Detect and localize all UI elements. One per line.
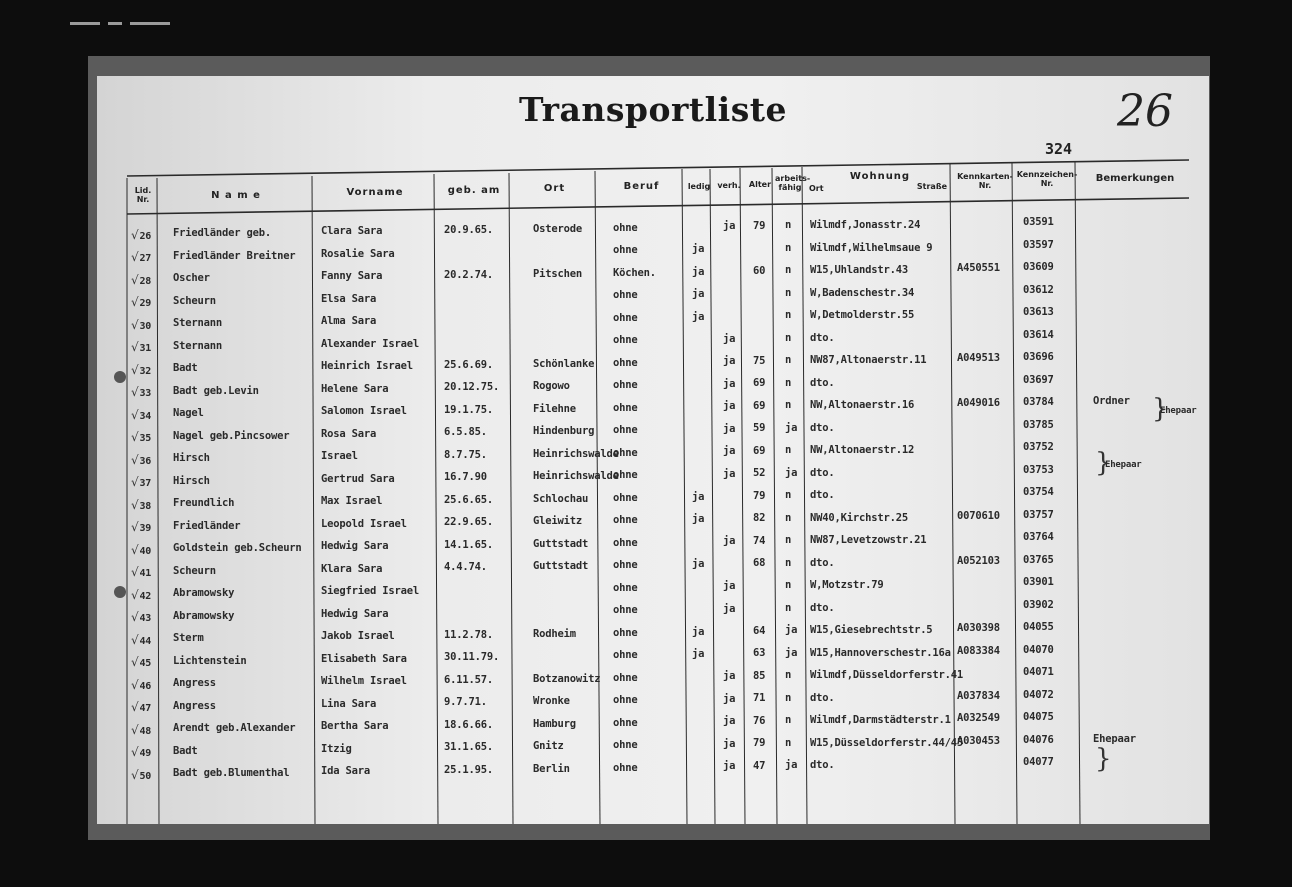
header-arbeit: arbeits-fähig	[775, 174, 811, 192]
header-wohnung: Wohnung	[849, 171, 911, 182]
row-31-arbeit: n	[785, 331, 792, 344]
document-title: Transportliste	[518, 90, 788, 129]
row-50-name: Badt geb.Blumenthal	[173, 767, 290, 780]
row-44-geb: 11.2.78.	[444, 628, 493, 641]
row-41-name: Scheurn	[173, 564, 216, 577]
row-33-kennzeichen: 03697	[1023, 373, 1054, 386]
row-48-beruf: ohne	[613, 716, 638, 729]
row-47-ort: Wronke	[533, 695, 570, 707]
row-36-geb: 8.7.75.	[444, 448, 487, 461]
row-44-wohnung: W15,Giesebrechtstr.5	[810, 624, 933, 637]
row-43-kennzeichen: 03902	[1023, 598, 1054, 611]
row-38-lnr: √ 38	[131, 498, 151, 512]
row-49-arbeit: n	[785, 736, 792, 749]
row-44-kennzeichen: 04055	[1023, 621, 1054, 634]
row-48-kennzeichen: 04075	[1023, 711, 1054, 724]
row-44-ledig: ja	[692, 625, 705, 638]
punch-hole	[114, 586, 126, 598]
row-40-geb: 14.1.65.	[444, 538, 493, 551]
row-45-kennkarte: A083384	[957, 644, 1000, 657]
row-26-kennzeichen: 03591	[1023, 216, 1054, 229]
row-40-verh: ja	[723, 535, 736, 548]
row-33-lnr: √ 33	[131, 385, 151, 399]
row-40-wohnung: NW87,Levetzowstr.21	[810, 534, 927, 547]
row-47-geb: 9.7.71.	[444, 696, 487, 709]
row-42-verh: ja	[723, 580, 736, 593]
row-35-wohnung: dto.	[810, 421, 835, 434]
row-39-lnr: √ 39	[131, 520, 151, 534]
remark-brace: }	[1152, 394, 1169, 424]
row-47-kennzeichen: 04072	[1023, 688, 1054, 701]
row-46-wohnung: Wilmdf,Düsseldorferstr.41	[810, 669, 964, 682]
row-31-wohnung: dto.	[810, 331, 835, 344]
row-31-verh: ja	[723, 332, 736, 345]
row-43-beruf: ohne	[613, 604, 638, 616]
row-49-lnr: √ 49	[131, 745, 151, 759]
row-35-alter: 59	[753, 422, 766, 435]
header-kennzeichen: Kennzeichen-Nr.	[1016, 170, 1078, 188]
row-49-geb: 31.1.65.	[444, 741, 493, 754]
row-38-geb: 25.6.65.	[444, 493, 493, 506]
row-34-alter: 69	[753, 399, 766, 412]
row-47-verh: ja	[723, 692, 736, 705]
row-27-lnr: √ 27	[131, 250, 151, 264]
row-42-arbeit: n	[785, 579, 792, 592]
header-wohnung-ort: Ort	[809, 184, 824, 193]
row-27-beruf: ohne	[613, 244, 638, 256]
header-wohnung-strasse: Straße	[916, 182, 947, 191]
row-48-name: Arendt geb.Alexander	[173, 722, 296, 735]
row-49-bem: Ehepaar	[1093, 732, 1136, 745]
row-49-ort: Gnitz	[533, 740, 564, 752]
row-34-vorname: Salomon Israel	[321, 405, 407, 418]
row-47-alter: 71	[753, 692, 766, 705]
row-30-vorname: Alma Sara	[321, 315, 377, 328]
row-26-wohnung: Wilmdf,Jonasstr.24	[810, 219, 921, 232]
row-31-vorname: Alexander Israel	[321, 337, 419, 350]
row-48-ort: Hamburg	[533, 717, 576, 730]
row-38-vorname: Max Israel	[321, 495, 383, 508]
row-46-ort: Botzanowitz	[533, 672, 601, 685]
row-39-wohnung: NW40,Kirchstr.25	[810, 511, 908, 524]
row-26-geb: 20.9.65.	[444, 223, 493, 236]
row-36-lnr: √ 36	[131, 453, 151, 467]
row-35-lnr: √ 35	[131, 430, 151, 444]
row-43-arbeit: n	[785, 601, 792, 614]
row-35-name: Nagel geb.Pincsower	[173, 429, 290, 442]
row-37-vorname: Gertrud Sara	[321, 472, 395, 485]
row-29-lnr: √ 29	[131, 295, 151, 309]
header-verh: verh.	[717, 181, 741, 190]
row-33-ort: Rogowo	[533, 380, 570, 392]
row-32-kennzeichen: 03696	[1023, 351, 1054, 364]
row-49-kennkarte: A030453	[957, 734, 1000, 747]
row-32-ort: Schönlanke	[533, 357, 595, 370]
row-40-name: Goldstein geb.Scheurn	[173, 542, 302, 555]
row-46-name: Angress	[173, 677, 216, 690]
row-26-arbeit: n	[785, 219, 792, 232]
row-45-name: Lichtenstein	[173, 654, 247, 667]
row-30-kennzeichen: 03613	[1023, 306, 1054, 319]
row-42-wohnung: W,Motzstr.79	[810, 579, 884, 592]
row-33-name: Badt geb.Levin	[173, 384, 259, 397]
row-33-geb: 20.12.75.	[444, 381, 500, 394]
row-42-name: Abramowsky	[173, 587, 235, 600]
row-40-arbeit: n	[785, 534, 792, 547]
row-48-verh: ja	[723, 715, 736, 728]
document-sheet	[97, 76, 1209, 824]
row-48-kennkarte: A032549	[957, 712, 1000, 725]
row-41-arbeit: n	[785, 556, 792, 569]
row-37-name: Hirsch	[173, 474, 210, 487]
row-28-wohnung: W15,Uhlandstr.43	[810, 264, 908, 277]
row-32-beruf: ohne	[613, 356, 638, 369]
row-41-alter: 68	[753, 557, 766, 570]
row-48-wohnung: Wilmdf,Darmstädterstr.1	[810, 714, 951, 727]
row-32-alter: 75	[753, 354, 766, 367]
row-27-name: Friedländer Breitner	[173, 249, 296, 262]
row-36-name: Hirsch	[173, 452, 210, 465]
row-26-ort: Osterode	[533, 222, 582, 235]
row-28-lnr: √ 28	[131, 273, 151, 287]
row-50-lnr: √ 50	[131, 768, 151, 782]
row-36-vorname: Israel	[321, 450, 358, 463]
row-32-geb: 25.6.69.	[444, 358, 493, 371]
row-50-beruf: ohne	[613, 761, 638, 774]
row-26-name: Friedländer geb.	[173, 227, 271, 240]
row-41-ledig: ja	[692, 558, 705, 570]
row-48-lnr: √ 48	[131, 723, 151, 737]
page-number: 324	[1045, 140, 1073, 158]
row-34-geb: 19.1.75.	[444, 403, 493, 416]
row-41-ort: Guttstadt	[533, 560, 589, 572]
row-39-vorname: Leopold Israel	[321, 517, 407, 530]
row-35-verh: ja	[723, 422, 736, 435]
row-26-vorname: Clara Sara	[321, 225, 383, 238]
row-49-kennzeichen: 04076	[1023, 733, 1054, 746]
row-50-ort: Berlin	[533, 762, 570, 775]
row-49-name: Badt	[173, 744, 198, 757]
row-26-alter: 79	[753, 219, 766, 232]
row-27-ledig: ja	[692, 243, 705, 255]
row-38-ort: Schlochau	[533, 492, 589, 505]
row-28-ort: Pitschen	[533, 267, 582, 280]
row-37-arbeit: ja	[785, 466, 798, 479]
row-38-arbeit: n	[785, 489, 792, 502]
row-32-lnr: √ 32	[131, 363, 151, 377]
row-43-wohnung: dto.	[810, 601, 835, 614]
row-46-arbeit: n	[785, 669, 792, 682]
row-44-beruf: ohne	[613, 626, 638, 639]
row-39-name: Friedländer	[173, 519, 241, 532]
row-47-lnr: √ 47	[131, 700, 151, 714]
row-43-verh: ja	[723, 602, 736, 615]
row-29-kennzeichen: 03612	[1023, 283, 1054, 296]
row-26-lnr: √ 26	[131, 228, 151, 242]
row-47-vorname: Lina Sara	[321, 697, 377, 710]
row-29-name: Scheurn	[173, 294, 216, 307]
row-41-geb: 4.4.74.	[444, 561, 487, 574]
row-35-arbeit: ja	[785, 421, 798, 434]
row-45-kennzeichen: 04070	[1023, 643, 1054, 656]
row-37-beruf: ohne	[613, 469, 638, 481]
row-50-kennzeichen: 04077	[1023, 756, 1054, 769]
row-39-alter: 82	[753, 512, 766, 525]
row-37-lnr: √ 37	[131, 475, 151, 489]
row-28-alter: 60	[753, 264, 766, 277]
row-28-geb: 20.2.74.	[444, 268, 493, 281]
row-36-wohnung: NW,Altonaerstr.12	[810, 444, 915, 457]
header-kennkarte: Kennkarten-Nr.	[957, 172, 1013, 190]
row-48-vorname: Bertha Sara	[321, 720, 389, 733]
row-40-kennzeichen: 03764	[1023, 531, 1054, 544]
handwritten-number: 26	[1117, 86, 1173, 137]
row-36-kennzeichen: 03752	[1023, 441, 1054, 454]
row-27-wohnung: Wilmdf,Wilhelmsaue 9	[810, 241, 933, 254]
row-28-arbeit: n	[785, 264, 792, 277]
row-46-alter: 85	[753, 669, 766, 682]
row-30-beruf: ohne	[613, 311, 638, 324]
row-32-verh: ja	[723, 355, 736, 368]
row-44-name: Sterm	[173, 632, 204, 645]
row-48-geb: 18.6.66.	[444, 718, 493, 731]
row-31-name: Sternann	[173, 339, 222, 352]
row-44-ort: Rodheim	[533, 627, 576, 640]
row-27-kennzeichen: 03597	[1023, 238, 1054, 251]
row-37-verh: ja	[723, 467, 736, 480]
row-45-vorname: Elisabeth Sara	[321, 652, 407, 665]
row-33-verh: ja	[723, 377, 736, 390]
row-36-arbeit: n	[785, 444, 792, 457]
row-36-beruf: ohne	[613, 446, 638, 459]
row-33-arbeit: n	[785, 376, 792, 389]
row-40-beruf: ohne	[613, 536, 638, 549]
row-41-beruf: ohne	[613, 559, 638, 571]
row-46-geb: 6.11.57.	[444, 673, 493, 686]
row-27-arbeit: n	[785, 241, 792, 254]
row-35-ort: Hindenburg	[533, 425, 595, 437]
row-34-lnr: √ 34	[131, 408, 151, 422]
row-45-lnr: √ 45	[131, 655, 151, 669]
row-44-lnr: √ 44	[131, 633, 151, 647]
row-34-verh: ja	[723, 400, 736, 413]
row-41-wohnung: dto.	[810, 556, 835, 569]
row-46-vorname: Wilhelm Israel	[321, 675, 407, 688]
remark-brace: }	[1095, 744, 1112, 774]
remark-ehepaar: Ehepaar	[1160, 406, 1197, 416]
row-49-verh: ja	[723, 737, 736, 750]
row-48-arbeit: n	[785, 714, 792, 727]
row-38-ledig: ja	[692, 490, 705, 503]
row-47-arbeit: n	[785, 691, 792, 704]
row-30-wohnung: W,Detmolderstr.55	[810, 309, 915, 322]
row-46-beruf: ohne	[613, 671, 638, 684]
row-45-beruf: ohne	[613, 649, 638, 661]
row-37-alter: 52	[753, 467, 766, 480]
row-34-ort: Filehne	[533, 402, 576, 415]
header-name: N a m e	[211, 190, 261, 201]
row-34-name: Nagel	[173, 407, 204, 420]
row-31-lnr: √ 31	[131, 340, 151, 354]
row-46-kennzeichen: 04071	[1023, 666, 1054, 679]
row-42-lnr: √ 42	[131, 588, 151, 602]
row-28-beruf: Köchen.	[613, 266, 656, 279]
row-45-arbeit: ja	[785, 646, 798, 659]
row-39-ledig: ja	[692, 513, 705, 525]
row-36-ort: Heinrichswalde	[533, 447, 619, 460]
row-41-lnr: √ 41	[131, 565, 151, 579]
row-32-kennkarte: A049513	[957, 352, 1000, 365]
row-39-arbeit: n	[785, 511, 792, 524]
row-47-kennkarte: A037834	[957, 689, 1000, 702]
row-39-kennzeichen: 03757	[1023, 508, 1054, 521]
row-26-beruf: ohne	[613, 221, 638, 234]
row-44-alter: 64	[753, 624, 766, 637]
row-32-wohnung: NW87,Altonaerstr.11	[810, 354, 927, 367]
row-43-lnr: √ 43	[131, 610, 151, 624]
row-40-alter: 74	[753, 534, 766, 547]
row-37-ort: Heinrichswalde	[533, 470, 619, 482]
header-alter: Alter	[748, 180, 772, 189]
row-46-lnr: √ 46	[131, 678, 151, 692]
row-47-wohnung: dto.	[810, 691, 835, 704]
row-39-geb: 22.9.65.	[444, 516, 493, 529]
row-50-arbeit: ja	[785, 759, 798, 772]
row-37-geb: 16.7.90	[444, 471, 487, 484]
row-27-vorname: Rosalie Sara	[321, 247, 395, 260]
row-44-kennkarte: A030398	[957, 622, 1000, 635]
row-33-beruf: ohne	[613, 379, 638, 391]
row-47-name: Angress	[173, 699, 216, 712]
row-32-arbeit: n	[785, 354, 792, 367]
row-45-ledig: ja	[692, 648, 705, 660]
row-46-verh: ja	[723, 670, 736, 683]
row-41-vorname: Klara Sara	[321, 562, 383, 575]
row-48-alter: 76	[753, 714, 766, 727]
row-45-wohnung: W15,Hannoverschestr.16a	[810, 646, 951, 659]
row-30-ledig: ja	[692, 310, 705, 323]
row-34-wohnung: NW,Altonaerstr.16	[810, 399, 915, 412]
remark-ehepaar: Ehepaar	[1105, 460, 1142, 470]
row-39-kennkarte: 0070610	[957, 509, 1000, 522]
film-edge-marks	[70, 10, 190, 14]
row-28-kennkarte: A450551	[957, 262, 1000, 275]
row-29-arbeit: n	[785, 286, 792, 299]
row-43-name: Abramowsky	[173, 609, 235, 622]
row-45-geb: 30.11.79.	[444, 651, 500, 664]
row-35-beruf: ohne	[613, 424, 638, 436]
row-39-beruf: ohne	[613, 514, 638, 526]
row-30-arbeit: n	[785, 309, 792, 322]
row-30-name: Sternann	[173, 317, 222, 330]
row-49-vorname: Itzig	[321, 742, 352, 755]
header-lnr: Lid. Nr.	[134, 186, 152, 204]
row-31-beruf: ohne	[613, 334, 638, 346]
row-50-vorname: Ida Sara	[321, 765, 370, 778]
row-32-vorname: Heinrich Israel	[321, 360, 413, 373]
row-34-bem: Ordner	[1093, 395, 1130, 408]
row-30-lnr: √ 30	[131, 318, 151, 332]
row-45-alter: 63	[753, 647, 766, 660]
row-38-alter: 79	[753, 489, 766, 502]
row-44-arbeit: ja	[785, 624, 798, 637]
row-41-kennkarte: A052103	[957, 554, 1000, 567]
row-37-wohnung: dto.	[810, 466, 835, 479]
row-50-wohnung: dto.	[810, 759, 835, 772]
row-38-wohnung: dto.	[810, 489, 835, 502]
row-29-vorname: Elsa Sara	[321, 292, 377, 305]
row-33-vorname: Helene Sara	[321, 382, 389, 395]
row-29-wohnung: W,Badenschestr.34	[810, 286, 915, 299]
row-28-name: Oscher	[173, 272, 210, 285]
row-36-alter: 69	[753, 444, 766, 457]
row-34-kennkarte: A049016	[957, 397, 1000, 410]
row-28-ledig: ja	[692, 265, 705, 278]
row-32-name: Badt	[173, 362, 198, 375]
row-29-ledig: ja	[692, 288, 705, 300]
row-40-ort: Guttstadt	[533, 537, 589, 550]
row-28-kennzeichen: 03609	[1023, 261, 1054, 274]
row-33-wohnung: dto.	[810, 376, 835, 389]
row-38-kennzeichen: 03754	[1023, 486, 1054, 499]
row-35-geb: 6.5.85.	[444, 426, 487, 439]
row-41-kennzeichen: 03765	[1023, 553, 1054, 566]
header-bemerkungen: Bemerkungen	[1095, 173, 1175, 184]
header-ort: Ort	[543, 183, 566, 194]
row-35-vorname: Rosa Sara	[321, 427, 377, 440]
row-37-kennzeichen: 03753	[1023, 463, 1054, 476]
row-49-alter: 79	[753, 737, 766, 750]
row-35-kennzeichen: 03785	[1023, 418, 1054, 431]
row-43-vorname: Hedwig Sara	[321, 607, 389, 620]
row-33-alter: 69	[753, 377, 766, 390]
row-36-verh: ja	[723, 445, 736, 458]
row-50-alter: 47	[753, 759, 766, 772]
row-34-kennzeichen: 03784	[1023, 396, 1054, 409]
row-28-vorname: Fanny Sara	[321, 270, 383, 283]
header-vorname: Vorname	[346, 187, 404, 198]
header-beruf: Beruf	[623, 181, 660, 192]
row-26-verh: ja	[723, 220, 736, 233]
row-42-kennzeichen: 03901	[1023, 576, 1054, 589]
row-42-vorname: Siegfried Israel	[321, 585, 419, 598]
row-31-kennzeichen: 03614	[1023, 328, 1054, 341]
row-49-wohnung: W15,Düsseldorferstr.44/45	[810, 736, 964, 749]
punch-hole	[114, 371, 126, 383]
row-29-beruf: ohne	[613, 289, 638, 301]
row-38-beruf: ohne	[613, 491, 638, 504]
row-40-lnr: √ 40	[131, 543, 151, 557]
row-40-vorname: Hedwig Sara	[321, 540, 389, 553]
header-geb: geb. am	[447, 185, 501, 196]
row-49-beruf: ohne	[613, 739, 638, 751]
row-47-beruf: ohne	[613, 694, 638, 706]
row-50-geb: 25.1.95.	[444, 763, 493, 776]
header-ledig: ledig	[687, 182, 711, 191]
row-50-verh: ja	[723, 760, 736, 773]
row-34-beruf: ohne	[613, 401, 638, 414]
row-42-beruf: ohne	[613, 581, 638, 594]
row-44-vorname: Jakob Israel	[321, 630, 395, 643]
row-38-name: Freundlich	[173, 497, 235, 510]
row-39-ort: Gleiwitz	[533, 515, 582, 527]
remark-brace: }	[1095, 448, 1112, 478]
row-34-arbeit: n	[785, 399, 792, 412]
